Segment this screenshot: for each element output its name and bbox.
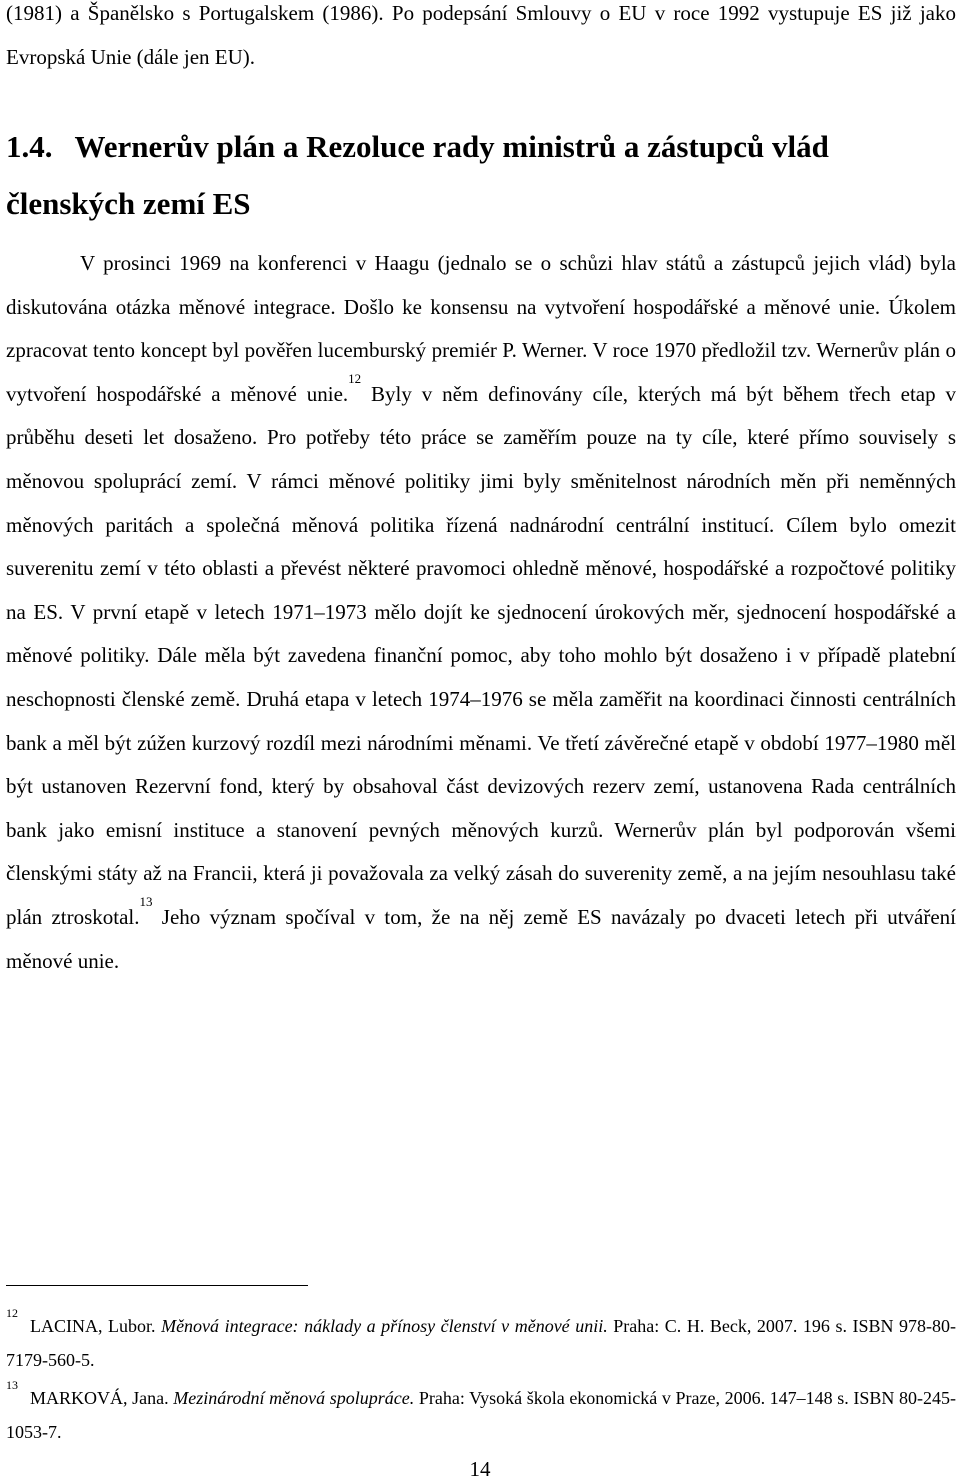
body-paragraph [6,242,956,983]
footnote-details: Praha: Vysoká škola ekonomická v Praze, 2006. 147–148 s. ISBN 80-245-1053-7. [6,1388,957,1442]
footnote-author: MARKOVÁ, Jana. [30,1388,169,1408]
footnote-mark: 12 [6,1306,18,1320]
footnote-ref-13[interactable]: 13 [139,893,153,909]
section-heading [6,118,956,232]
footnote-12 [6,1306,957,1377]
body-text-2: Byly v něm definovány cíle, kterých má být během třech etap v průběhu deseti let dosaženo. Pro potřeby této práce se zaměřím pouze na ty cíle, které přímo souvisely s měnovou spoluprácí zemí. V rámci měnové politiky jimi byly směnitelnost národních měn při neměnných měnových paritách a společná měnová politika řízená nadnárodní centrální institucí. Cílem bylo omezit suverenitu zemí v této oblasti a převést některé pravomoci ohledně měnové, hospodářské a rozpočtové politiky na ES. V první etapě v letech 1971–1973 mělo dojít ke sjednocení úrokových měr, sjednocení hospodářské a měnové politiky. Dále měla být zavedena finanční pomoc, aby toho mohlo být dosaženo i v případě platební neschopnosti členské země. Druhá etapa v letech 1974–1976 se měla zaměřit na koordinaci činnosti centrálních bank a měl být zúžen kurzový rozdíl mezi národními měnami. Ve třetí závěrečné etapě v období 1977–1980 měl být ustanoven Rezervní fond, který by obsahoval část devizových rezerv zemí, ustanovena Rada centrálních bank jako emisní instituce a stanovení pevných měnových kurzů. Wernerův plán byl podporován všemi členskými státy až na Francii, která ji považovala za velký zásah do suverenity země, a na jejím nesouhlasu také plán ztroskotal. [6,381,956,929]
footnote-ref-12[interactable]: 12 [348,370,362,386]
footnote-13 [6,1378,957,1449]
section-number: 1.4. [6,129,53,164]
footnote-title: Mezinárodní měnová spolupráce. [173,1388,415,1408]
section-title: Wernerův plán a Rezoluce rady ministrů a zástupců vlád členských zemí ES [6,129,829,221]
body-text-3: Jeho význam spočíval v tom, že na něj země ES navázaly po dvaceti letech při utváření měnové unie. [6,904,956,973]
footnote-mark: 13 [6,1378,18,1392]
footnote-details: Praha: C. H. Beck, 2007. 196 s. ISBN 978-80-7179-560-5. [6,1316,957,1370]
page-number: 14 [469,1457,491,1481]
continuation-paragraph: (1981) a Španělsko s Portugalskem (1986). Po podepsání Smlouvy o EU v roce 1992 vystupuje ES již jako Evropská Unie (dále jen EU). [6,1,956,69]
body-text-1: V prosinci 1969 na konferenci v Haagu (jednalo se o schůzi hlav států a zástupců jejich vlád) byla diskutována otázka měnové integrace. Došlo ke konsensu na vytvoření hospodářské a měnové unie. Úkolem zpracovat tento koncept byl pověřen lucemburský premiér P. Werner. V roce 1970 předložil tzv. Wernerův plán o vytvoření hospodářské a měnové unie. [6,251,956,406]
footnote-author: LACINA, Lubor. [30,1316,156,1336]
footnote-separator [6,1285,308,1286]
footnote-title: Měnová integrace: náklady a přínosy členství v měnové unii. [161,1316,608,1336]
